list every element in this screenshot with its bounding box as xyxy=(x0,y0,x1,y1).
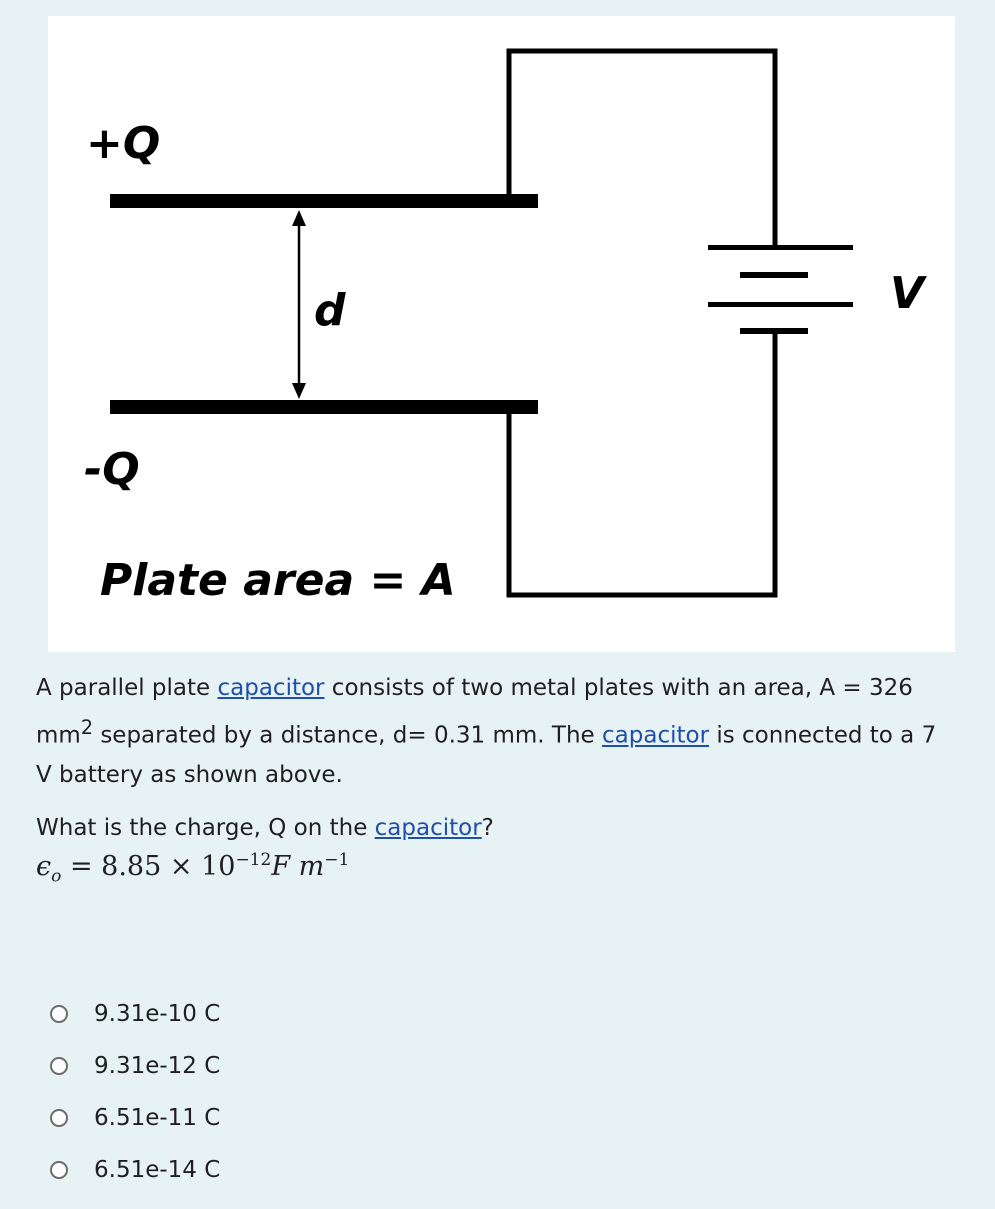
option-label: 6.51e-11 C xyxy=(94,1105,221,1131)
problem-statement: A parallel plate capacitor consists of two metal plates with an area, A = 326 $mm^2$ separated by a distance, d= 0.31 mm. The capacitor is connected to a 7 V battery as shown above. xyxy=(36,675,937,788)
option-label: 9.31e-12 C xyxy=(94,1053,221,1079)
capacitor-circuit-svg xyxy=(48,16,955,652)
capacitor-link-2[interactable]: capacitor xyxy=(602,722,710,749)
answer-option-1[interactable] xyxy=(50,988,220,1040)
battery-long-plate-1 xyxy=(708,245,853,250)
radio-button[interactable] xyxy=(50,1109,68,1127)
radio-button[interactable] xyxy=(50,1161,68,1179)
option-label: 6.51e-14 C xyxy=(94,1157,221,1183)
minus-q-label: -Q xyxy=(84,444,140,495)
radio-button[interactable] xyxy=(50,1057,68,1075)
plus-q-label: +Q xyxy=(86,118,161,169)
v-label: V xyxy=(890,268,925,319)
answer-option-4[interactable] xyxy=(50,1144,220,1196)
option-label: 9.31e-10 C xyxy=(94,1001,221,1027)
question-text xyxy=(36,669,956,848)
capacitor-link-1[interactable]: capacitor xyxy=(217,675,325,701)
plate-area-label: Plate area = A xyxy=(100,555,456,606)
arrow-up-head xyxy=(292,210,306,226)
arrow-down-head xyxy=(292,383,306,399)
top-plate xyxy=(110,194,538,208)
answer-options xyxy=(50,988,220,1196)
bottom-wire xyxy=(509,334,775,595)
bottom-plate xyxy=(110,400,538,414)
battery-short-plate-1 xyxy=(740,272,808,278)
answer-option-2[interactable] xyxy=(50,1040,220,1092)
battery-short-plate-2 xyxy=(740,328,808,334)
circuit-diagram xyxy=(48,16,955,652)
d-label: d xyxy=(314,285,346,336)
radio-button[interactable] xyxy=(50,1005,68,1023)
question-prompt: What is the charge, Q on the capacitor? xyxy=(36,814,494,841)
answer-option-3[interactable] xyxy=(50,1092,220,1144)
capacitor-link-3[interactable]: capacitor xyxy=(374,814,482,841)
battery-long-plate-2 xyxy=(708,302,853,307)
top-wire xyxy=(509,51,775,248)
permittivity-formula: $\epsilon_o = 8.85 \times 10^{-12}F$ $m^{-1}$ xyxy=(36,850,350,887)
